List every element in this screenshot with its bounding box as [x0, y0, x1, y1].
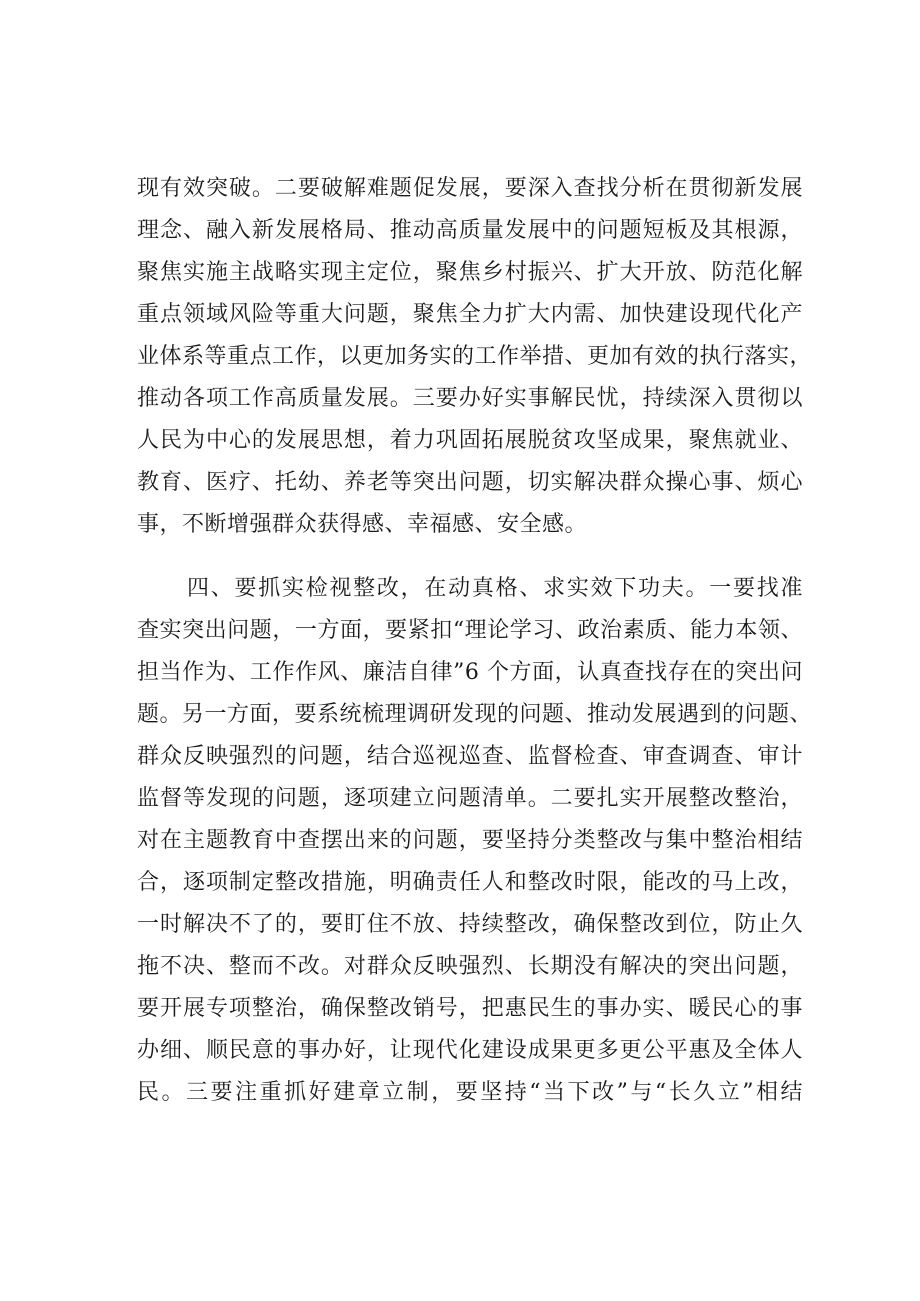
text-line: 一时解决不了的，要盯住不放、持续整改，确保整改到位，防止久 — [137, 912, 803, 937]
text-line: 对在主题教育中查摆出来的问题，要坚持分类整改与集中整治相结 — [137, 828, 803, 853]
paragraph-spacer — [137, 546, 803, 568]
text-line: 四、要抓实检视整改，在动真格、求实效下功夫。一要找准 — [187, 576, 803, 601]
text-line: 查实突出问题，一方面，要紧扣“理论学习、政治素质、能力本领、 — [137, 618, 803, 643]
text-line: 理念、融入新发展格局、推动高质量发展中的问题短板及其根源， — [137, 218, 803, 243]
paragraph-2 — [137, 568, 813, 1114]
text-line: 要开展专项整治，确保整改销号，把惠民生的事办实、暖民心的事 — [137, 996, 803, 1021]
text-line: 担当作为、工作作风、廉洁自律”6 个方面，认真查找存在的突出问 — [137, 660, 803, 685]
text-line: 题。另一方面，要系统梳理调研发现的问题、推动发展遇到的问题、 — [137, 702, 813, 727]
text-line: 民。三要注重抓好建章立制，要坚持“当下改”与“长久立”相结 — [137, 1080, 803, 1105]
text-line: 办细、顺民意的事办好，让现代化建设成果更多更公平惠及全体人 — [137, 1038, 803, 1063]
text-line: 重点领域风险等重大问题，聚焦全力扩大内需、加快建设现代化产 — [137, 302, 803, 327]
document-body — [137, 168, 813, 1114]
text-line: 事，不断增强群众获得感、幸福感、安全感。 — [137, 512, 588, 537]
text-line: 业体系等重点工作，以更加务实的工作举措、更加有效的执行落实， — [137, 344, 813, 369]
text-line: 合，逐项制定整改措施，明确责任人和整改时限，能改的马上改， — [137, 870, 803, 895]
text-line: 人民为中心的发展思想，着力巩固拓展脱贫攻坚成果，聚焦就业、 — [137, 428, 803, 453]
text-line: 现有效突破。二要破解难题促发展，要深入查找分析在贯彻新发展 — [137, 176, 803, 201]
text-line: 教育、医疗、托幼、养老等突出问题，切实解决群众操心事、烦心 — [137, 470, 803, 495]
text-line: 拖不决、整而不改。对群众反映强烈、长期没有解决的突出问题， — [137, 954, 803, 979]
text-line: 聚焦实施主战略实现主定位，聚焦乡村振兴、扩大开放、防范化解 — [137, 260, 803, 285]
text-line: 推动各项工作高质量发展。三要办好实事解民忧，持续深入贯彻以 — [137, 386, 803, 411]
paragraph-1 — [137, 168, 813, 546]
text-line: 群众反映强烈的问题，结合巡视巡查、监督检查、审查调查、审计 — [137, 744, 803, 769]
text-line: 监督等发现的问题，逐项建立问题清单。二要扎实开展整改整治， — [137, 786, 803, 811]
